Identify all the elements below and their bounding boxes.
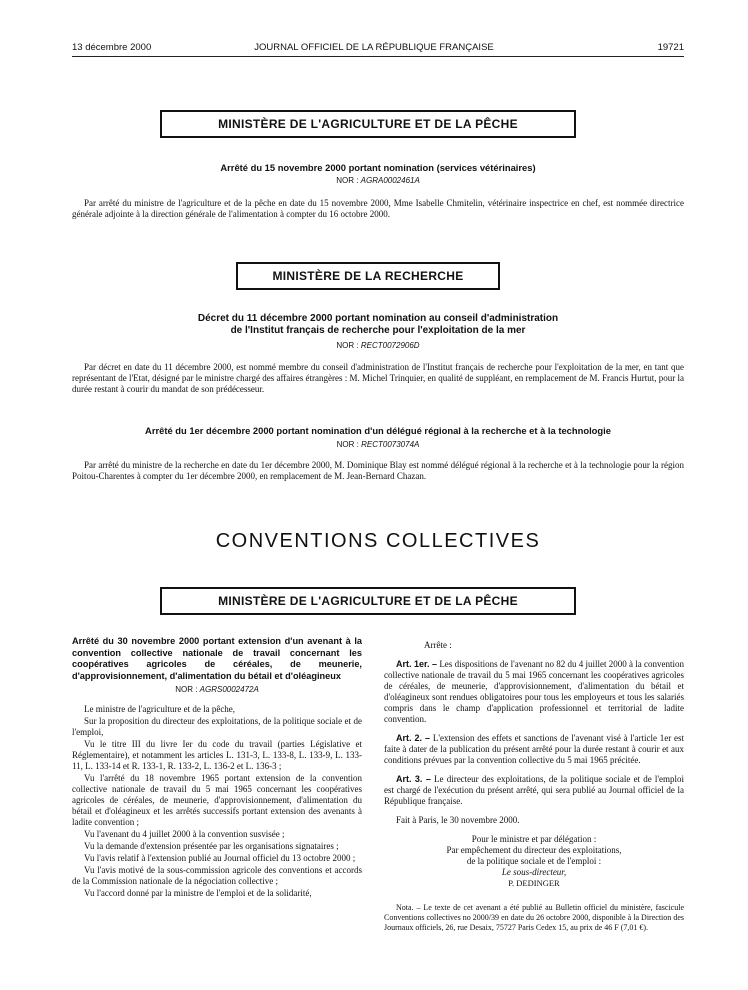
signature-block [384,834,684,889]
signatory-name: P. DEDINGER [508,878,560,888]
arrete-label: Arrête : [424,640,452,650]
nor-label: NOR : [336,176,359,185]
nor-reference [72,685,362,694]
section-heading-conventions: CONVENTIONS COLLECTIVES [215,530,541,552]
article-text: Le directeur des exploitations, de la politique sociale et de l'emploi est chargé de l'exécution du présent arrêté, qui sera publié au Journal officiel de la République française. [384,774,685,806]
decret-title-line: Décret du 11 décembre 2000 portant nomination au conseil d'administration [197,313,559,324]
visa-paragraph: Sur la proposition du directeur des exploitations, de la politique sociale et de l'emploi, [72,716,362,737]
nor-reference [72,440,684,449]
arrete-text [72,460,684,482]
decret-text [72,362,684,395]
arrete-title-delegue: Arrêté du 1er décembre 2000 portant nomination d'un délégué régional à la recherche et à la technologie [145,425,611,436]
fait-a-paris: Fait à Paris, le 30 novembre 2000. [396,815,520,825]
article-text: L'extension des effets et sanctions de l'avenant visé à l'article 1er est faite à dater de la publication du présent arrêté pour la durée restant à courir et aux conditions prévues par la convention collective du 5 mai 1965 précitée. [384,733,685,765]
signature-line: Par empêchement du directeur des exploitations, [446,845,622,855]
arrete-title-veterinaires: Arrêté du 15 novembre 2000 portant nomination (services vétérinaires) [220,162,536,173]
nor-code: RECT0072906D [360,341,420,350]
visas-list [72,704,362,899]
header-rule [72,56,684,57]
nota: Nota. – Le texte de cet avenant a été publié au Bulletin officiel du ministère, fascicule Conventions collectives no 2000/39 en date du 26 octobre 2000, disponible à la Direction des Journaux officiels, 26, rue Desaix, 75727 Paris Cedex 15, au prix de 46 F (7,01 €). [384,903,684,932]
header-date: 13 décembre 2000 [72,42,152,53]
paragraph: Par arrêté du ministre de la recherche en date du 1er décembre 2000, M. Dominique Blay est nommé délégué régional à la recherche et à la technologie pour la région Poitou-Charentes à compter du 1er décembre 2000, en remplacement de M. Jean-Bernard Chazan. [72,460,684,481]
nor-label: NOR : [175,685,198,694]
visa-paragraph: Vu le titre III du livre Ier du code du travail (parties Législative et Réglementaire), et notamment les articles L. 131-3, L. 133-8, L. 133-9, L. 133-11, L. 133-14 et R. 133-1, R. 133-2, L. 136-2 et L. 136-3 ; [72,739,362,771]
paragraph: Par arrêté du ministre de l'agriculture et de la pêche en date du 15 novembre 2000, Mme Isabelle Chmitelin, vétérinaire inspectrice en chef, est nommée directrice générale adjointe à la direction générale de l'alimentation à compter du 16 octobre 2000. [72,198,684,219]
nor-label: NOR : [336,440,359,449]
article-text: Les dispositions de l'avenant no 82 du 4 juillet 2000 à la convention collective nationale de travail du 5 mai 1965 concernant les coopératives agricoles de céréales, de meunerie, d'approvisionnement, d'alimentation du bétail et d'oléagineux sont rendues obligatoires pour tous les employeurs et tous les salariés compris dans le champ d'application professionnel et territorial de ladite convention. [384,659,684,724]
article-2 [384,733,684,766]
nor-label: NOR : [336,341,359,350]
nor-reference [72,341,684,350]
nor-code: AGRS0002472A [199,685,259,694]
paragraph: Par décret en date du 11 décembre 2000, est nommé membre du conseil d'administration de l'Institut français de recherche pour l'exploitation de la mer, en tant que représentant de l'Etat, désigné par le ministre chargé des affaires étrangères : M. Michel Trinquier, en qualité de suppléant, en remplacement de M. Francis Hurtut, pour la durée restant à courir du mandat de son prédécesseur. [72,362,684,394]
left-column [72,636,362,900]
visa-paragraph: Le ministre de l'agriculture et de la pêche, [84,704,236,714]
article-label: Art. 2. – [396,733,431,743]
nor-code: RECT0073074A [361,440,420,449]
article-label: Art. 1er. – [396,659,438,669]
ministry-box-agriculture: MINISTÈRE DE L'AGRICULTURE ET DE LA PÊCHE [160,587,576,615]
right-column [384,640,684,933]
visa-paragraph: Vu la demande d'extension présentée par les organisations signataires ; [84,841,339,851]
nor-reference [72,176,684,185]
visa-paragraph: Vu l'avis motivé de la sous-commission agricole des conventions et accords de la Commission nationale de la négociation collective ; [72,865,362,886]
visa-paragraph: Vu l'avenant du 4 juillet 2000 à la convention susvisée ; [84,829,285,839]
decret-title [72,313,684,337]
signature-line: Pour le ministre et par délégation : [471,834,597,844]
article-label: Art. 3. – [396,774,431,784]
article-3 [384,774,684,807]
arrete-title-extension: Arrêté du 30 novembre 2000 portant extension d'un avenant à la convention collective nationale de travail concernant les coopératives agricoles de céréales, de meunerie, d'approvisionnement, d'alimentation du bétail et d'oléagineux [72,636,362,681]
header-journal-title: JOURNAL OFFICIEL DE LA RÉPUBLIQUE FRANÇAISE [254,42,494,53]
visa-paragraph: Vu l'arrêté du 18 novembre 1965 portant extension de la convention collective nationale de travail du 5 mai 1965 concernant les coopératives agricoles de céréales, de meunerie, d'approvisionnement, d'alimentation du bétail et d'oléagineux et les arrêtés successifs portant extension des avenants à ladite convention ; [72,773,362,827]
visa-paragraph: Vu l'avis relatif à l'extension publié au Journal officiel du 13 octobre 2000 ; [84,853,356,863]
signature-line: de la politique sociale et de l'emploi : [466,856,602,866]
nor-code: AGRA0002461A [360,176,420,185]
signature-title: Le sous-directeur, [501,867,567,877]
header-page-number: 19721 [657,42,684,53]
article-1 [384,659,684,725]
ministry-box-agriculture: MINISTÈRE DE L'AGRICULTURE ET DE LA PÊCHE [160,110,576,138]
arrete-text [72,198,684,220]
decret-title-line: de l'Institut français de recherche pour l'exploitation de la mer [230,325,526,336]
visa-paragraph: Vu l'accord donné par la ministre de l'emploi et de la solidarité, [84,888,312,898]
ministry-box-recherche: MINISTÈRE DE LA RECHERCHE [236,262,500,290]
